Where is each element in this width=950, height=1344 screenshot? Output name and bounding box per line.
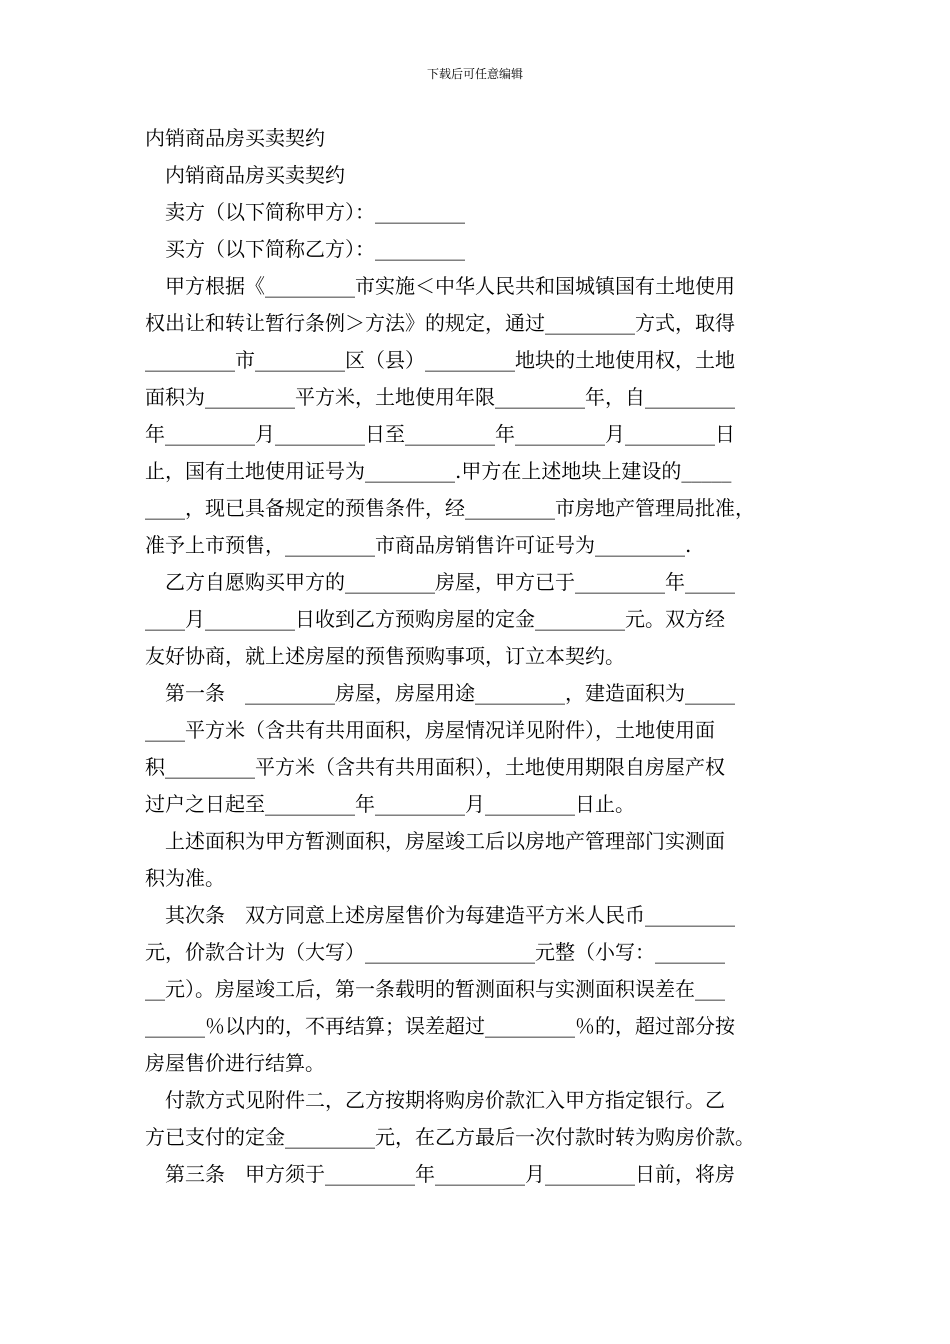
- document-body: [145, 120, 809, 1193]
- paragraph-line: 积为准。: [145, 866, 225, 890]
- article-one-line: 第一条 _________房屋，房屋用途_________，建造面积为_____: [165, 681, 735, 705]
- paragraph-line: 年_________月_________日至_________年_________月_________日: [145, 422, 735, 446]
- paragraph-line: ____平方米（含共有共用面积，房屋情况详见附件），土地使用面: [145, 718, 715, 742]
- paragraph-line: 上述面积为甲方暂测面积，房屋竣工后以房地产管理部门实测面: [165, 829, 725, 853]
- paragraph-line: _________市_________区（县）_________地块的土地使用权，土地: [145, 348, 735, 372]
- article-three-line: 第三条 甲方须于_________年_________月_________日前，将房: [165, 1162, 735, 1186]
- paragraph-line: ____，现已具备规定的预售条件，经_________市房地产管理局批准，: [145, 496, 755, 520]
- paragraph-line: 方已支付的定金_________元，在乙方最后一次付款时转为购房价款。: [145, 1125, 755, 1149]
- contract-heading: 内销商品房买卖契约: [165, 163, 345, 187]
- paragraph-line: 付款方式见附件二，乙方按期将购房价款汇入甲方指定银行。乙: [165, 1088, 725, 1112]
- paragraph-line: __元）。房屋竣工后，第一条载明的暂测面积与实测面积误差在___: [145, 977, 725, 1001]
- paragraph-line: 友好协商，就上述房屋的预售预购事项，订立本契约。: [145, 644, 625, 668]
- paragraph-line: 权出让和转让暂行条例＞方法》的规定，通过_________方式，取得: [145, 311, 735, 335]
- article-two-line: 其次条 双方同意上述房屋售价为每建造平方米人民币_________: [165, 903, 735, 927]
- paragraph-line: 面积为_________平方米，土地使用年限_________年，自_________: [145, 385, 735, 409]
- paragraph-line: 乙方自愿购买甲方的_________房屋，甲方已于_________年_____: [165, 570, 735, 594]
- paragraph-line: 准予上市预售，_________市商品房销售许可证号为_________.: [145, 533, 692, 557]
- paragraph-line: 过户之日起至_________年_________月_________日止。: [145, 792, 635, 816]
- paragraph-line: 止，国有土地使用证号为_________.甲方在上述地块上建设的_____: [145, 459, 732, 483]
- paragraph-line: 积_________平方米（含共有共用面积），土地使用期限自房屋产权: [145, 755, 725, 779]
- paragraph-line: 甲方根据《_________市实施＜中华人民共和国城镇国有土地使用: [165, 274, 735, 298]
- paragraph-line: ____月_________日收到乙方预购房屋的定金_________元。双方经: [145, 607, 725, 631]
- paragraph-line: ______％以内的，不再结算；误差超过_________％的，超过部分按: [145, 1014, 735, 1038]
- buyer-line: 买方（以下简称乙方）：_________: [165, 237, 465, 261]
- paragraph-line: 房屋售价进行结算。: [145, 1051, 325, 1075]
- document-title: 内销商品房买卖契约: [145, 126, 325, 150]
- paragraph-line: 元，价款合计为（大写）_________________元整（小写：_______: [145, 940, 725, 964]
- page-header-note: 下载后可任意编辑: [426, 67, 523, 81]
- seller-line: 卖方（以下简称甲方）：_________: [165, 200, 465, 224]
